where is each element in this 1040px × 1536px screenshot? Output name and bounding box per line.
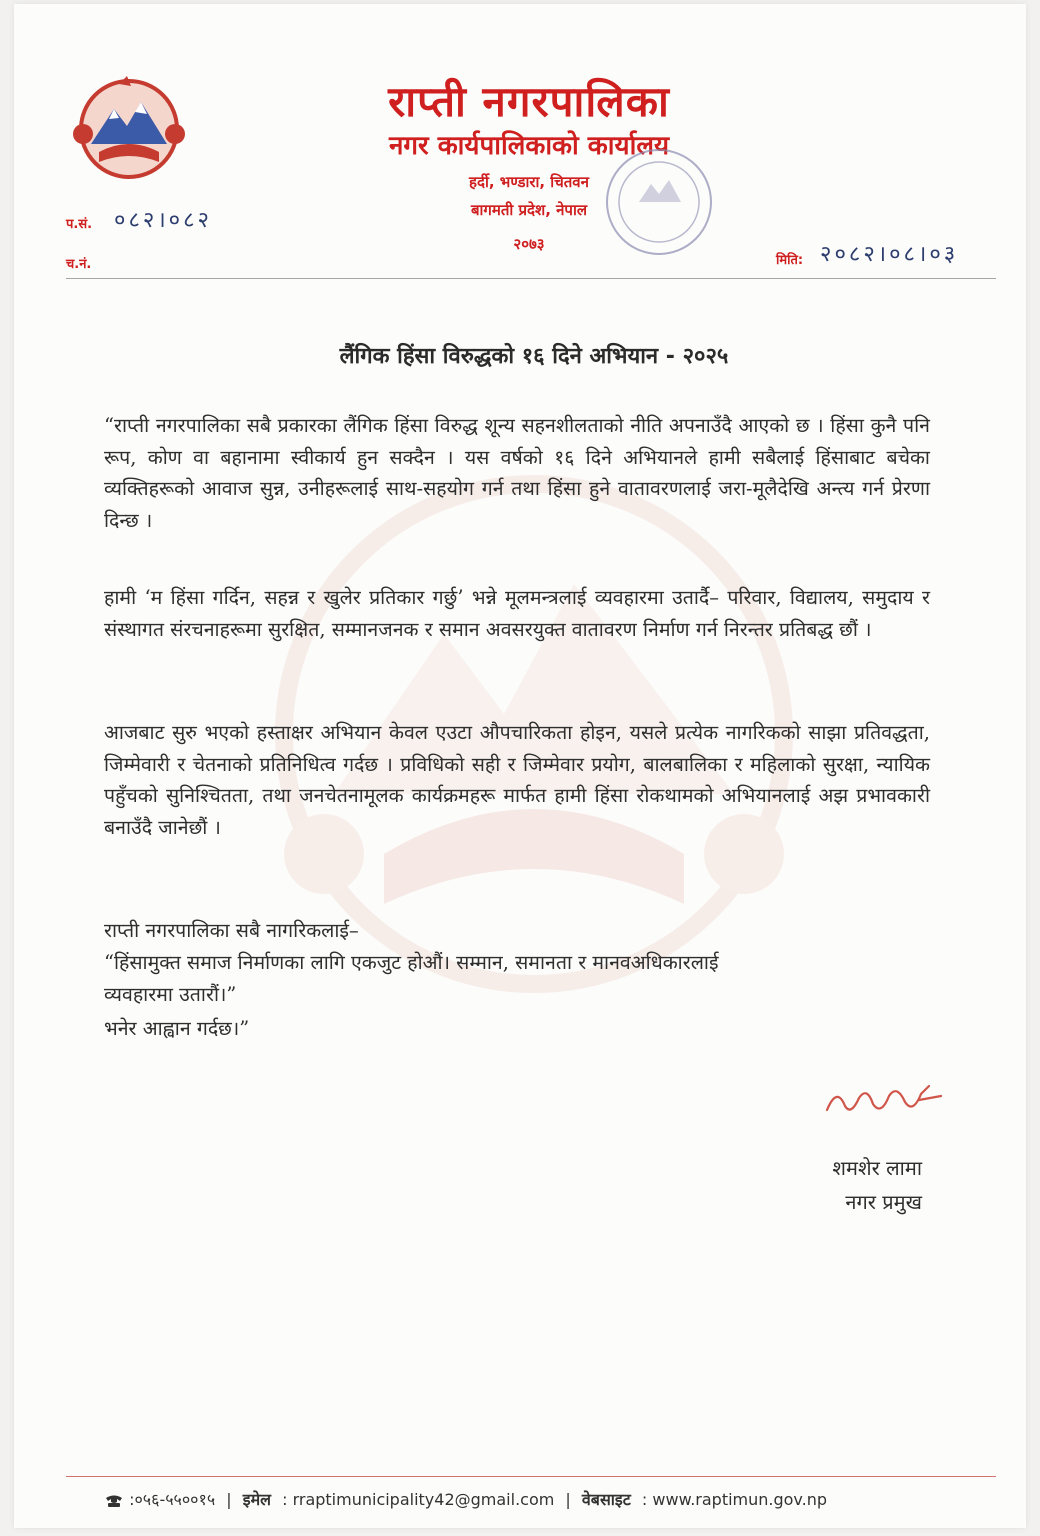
established-year: २०७३ <box>513 235 545 253</box>
closing-line-4: भनेर आह्वान गर्दछ।” <box>104 1017 250 1040</box>
footer-divider <box>66 1476 996 1477</box>
letter-page <box>14 4 1026 1528</box>
paragraph-2: हामी ‘म हिंसा गर्दिन, सहन्न र खुलेर प्रतिकार गर्छु’ भन्ने मूलमन्त्रलाई व्यवहारमा उतार्दै– परिवार, विद्यालय, समुदाय र संस्थागत संरचनाहरूमा सुरक्षित, सम्मानजनक र समान अवसरयुक्त वातावरण निर्माण गर्न निरन्तर प्रतिबद्ध छौं । <box>104 586 930 641</box>
document-title: लैंगिक हिंसा विरुद्धको १६ दिने अभियान - २०२५ <box>339 344 729 369</box>
address-line-1: हर्दी, भण्डारा, चितवन <box>469 173 589 191</box>
date-label: मिति: <box>776 253 804 268</box>
phone-icon <box>104 1494 124 1508</box>
municipality-name: राप्ती नगरपालिका <box>388 77 670 126</box>
office-stamp <box>599 132 719 272</box>
date-value: २०८२।०८।०३ <box>820 242 959 267</box>
footer-website-label: वेबसाइट <box>581 1490 631 1509</box>
footer-email[interactable]: : rraptimunicipality42@gmail.com <box>282 1490 555 1509</box>
closing-line-3: व्यवहारमा उतारौं।” <box>104 983 237 1006</box>
signatory-designation: नगर प्रमुख <box>845 1190 922 1214</box>
dispatch-number-label: च.नं. <box>66 257 92 272</box>
footer-email-label: इमेल <box>242 1490 271 1509</box>
footer-separator-1: | <box>226 1490 232 1509</box>
closing-line-2: “हिंसामुक्त समाज निर्माणका लागि एकजुट होऔं। सम्मान, समानता र मानवअधिकारलाई <box>104 951 719 974</box>
footer-contact <box>104 1488 964 1510</box>
paragraph-1: “राप्ती नगरपालिका सबै प्रकारका लैंगिक हिंसा विरुद्ध शून्य सहनशीलताको नीति अपनाउँदै आएको छ । हिंसा कुनै पनि रूप, कोण वा बहानामा स्वीकार्य हुन सक्दैन । यस वर्षको १६ दिने अभियानले हामी सबैलाई हिंसाबाट बचेका व्यक्तिहरूको आवाज सुन्न, उनीहरूलाई साथ-सहयोग गर्न तथा हिंसा हुने वातावरणलाई जरा-मूलैदेखि अन्त्य गर्न प्रेरणा दिन्छ । <box>104 414 930 532</box>
footer-phone: :०५६-५५००१५ <box>129 1490 216 1509</box>
closing-line-1: राप्ती नगरपालिका सबै नागरिकलाई– <box>104 919 359 942</box>
office-name: नगर कार्यपालिकाको कार्यालय <box>388 131 670 161</box>
nepal-emblem-logo <box>69 74 189 184</box>
footer-separator-2: | <box>565 1490 571 1509</box>
paragraph-3: आजबाट सुरु भएको हस्ताक्षर अभियान केवल एउटा औपचारिकता होइन, यसले प्रत्येक नागरिकको साझा प्रतिवद्धता, जिम्मेवारी र चेतनाको प्रतिनिधित्व गर्दछ । प्रविधिको सही र जिम्मेवार प्रयोग, बालबालिका र महिलाको सुरक्षा, न्यायिक पहुँचको सुनिश्चितता, तथा जनचेतनामूलक कार्यक्रमहरू मार्फत हामी हिंसा रोकथामको अभियानलाई अझ प्रभावकारी बनाउँदै जानेछौं । <box>104 721 930 839</box>
signatory-name: शमशेर लामा <box>832 1156 922 1180</box>
letter-number-value: ०८२।०८२ <box>114 208 212 233</box>
address-line-2: बागमती प्रदेश, नेपाल <box>470 201 588 219</box>
footer-website[interactable]: : www.raptimun.gov.np <box>641 1490 828 1509</box>
letter-number-label: प.सं. <box>66 217 93 232</box>
signature <box>819 1076 949 1126</box>
header-divider <box>66 278 996 279</box>
